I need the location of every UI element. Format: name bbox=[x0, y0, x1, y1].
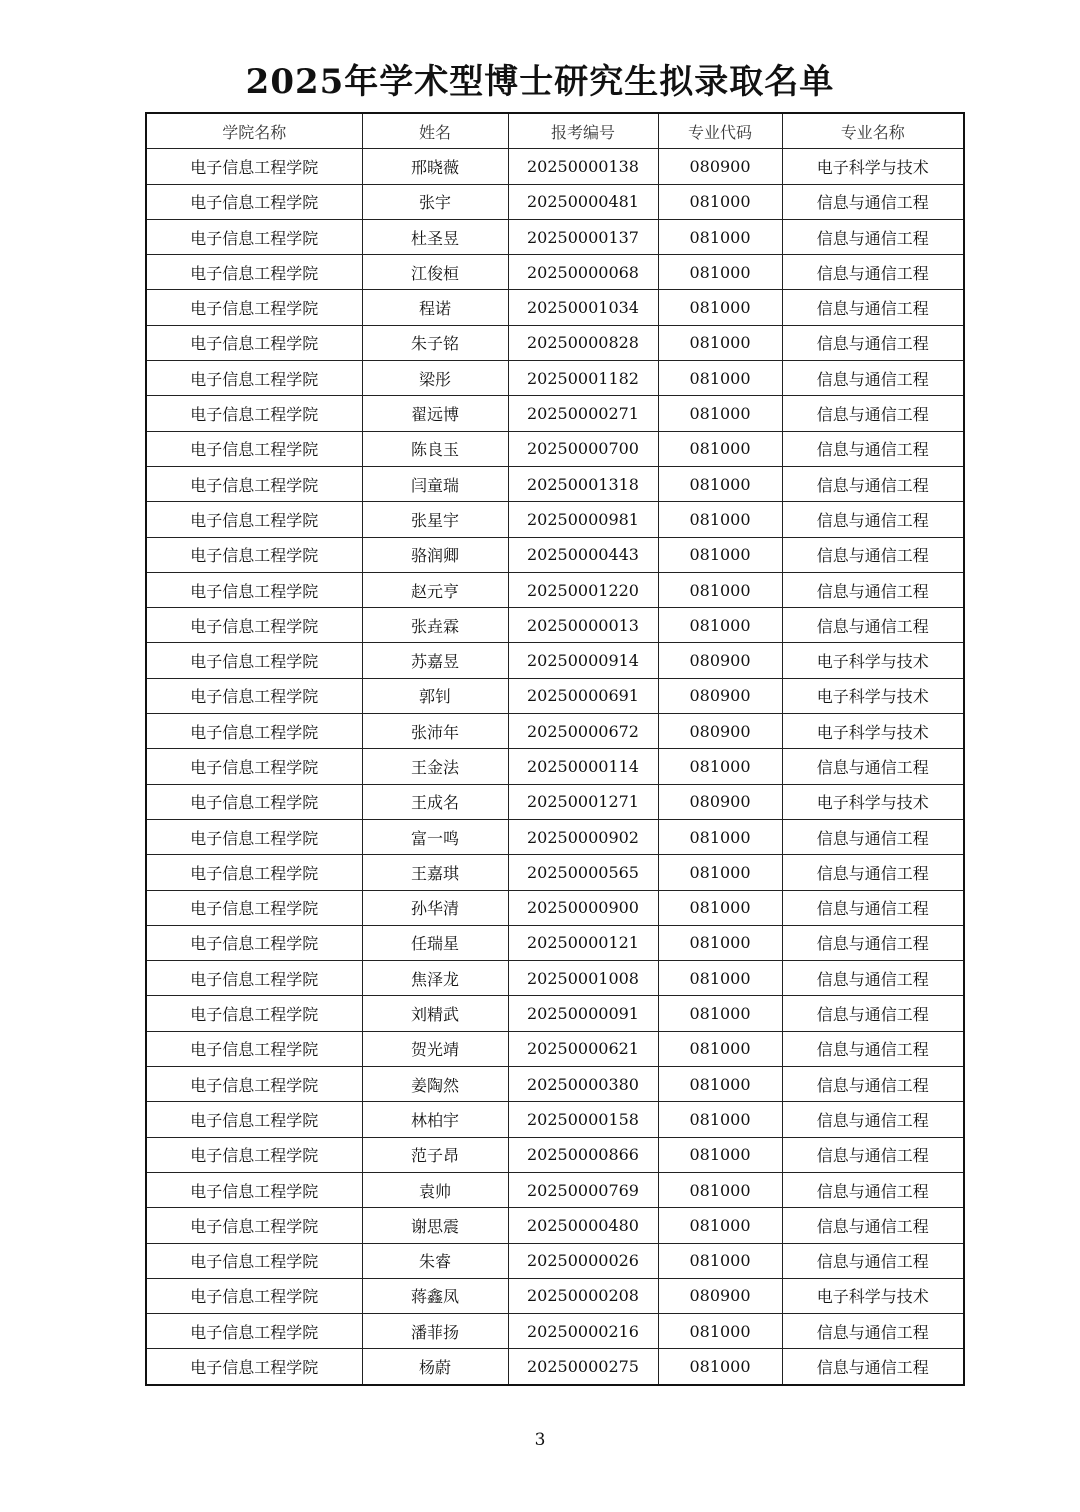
cell-name: 王嘉琪 bbox=[362, 855, 508, 890]
table-row bbox=[146, 1067, 964, 1102]
cell-name: 梁彤 bbox=[362, 361, 508, 396]
cell-name: 王金法 bbox=[362, 749, 508, 784]
cell-name: 朱子铭 bbox=[362, 325, 508, 360]
cell-college: 电子信息工程学院 bbox=[146, 961, 362, 996]
cell-major-code: 081000 bbox=[658, 1208, 782, 1243]
cell-major-code: 080900 bbox=[658, 714, 782, 749]
cell-major-code: 081000 bbox=[658, 396, 782, 431]
cell-major-code: 081000 bbox=[658, 1137, 782, 1172]
cell-college: 电子信息工程学院 bbox=[146, 184, 362, 219]
cell-name: 程诺 bbox=[362, 290, 508, 325]
table-row bbox=[146, 1278, 964, 1313]
cell-major-name: 信息与通信工程 bbox=[782, 1349, 964, 1385]
cell-major-name: 信息与通信工程 bbox=[782, 1067, 964, 1102]
cell-name: 袁帅 bbox=[362, 1172, 508, 1207]
cell-exam-id: 20250000828 bbox=[508, 325, 658, 360]
cell-major-name: 信息与通信工程 bbox=[782, 466, 964, 501]
cell-major-name: 信息与通信工程 bbox=[782, 1243, 964, 1278]
cell-name: 蒋鑫凤 bbox=[362, 1278, 508, 1313]
cell-college: 电子信息工程学院 bbox=[146, 219, 362, 254]
cell-college: 电子信息工程学院 bbox=[146, 1349, 362, 1385]
cell-college: 电子信息工程学院 bbox=[146, 1172, 362, 1207]
cell-major-code: 081000 bbox=[658, 325, 782, 360]
cell-exam-id: 20250000380 bbox=[508, 1067, 658, 1102]
cell-major-code: 081000 bbox=[658, 466, 782, 501]
cell-exam-id: 20250001008 bbox=[508, 961, 658, 996]
cell-college: 电子信息工程学院 bbox=[146, 466, 362, 501]
cell-college: 电子信息工程学院 bbox=[146, 996, 362, 1031]
cell-name: 任瑞星 bbox=[362, 925, 508, 960]
cell-name: 闫童瑞 bbox=[362, 466, 508, 501]
cell-major-code: 081000 bbox=[658, 819, 782, 854]
table-row bbox=[146, 466, 964, 501]
cell-major-name: 信息与通信工程 bbox=[782, 325, 964, 360]
table-row bbox=[146, 784, 964, 819]
cell-major-name: 信息与通信工程 bbox=[782, 361, 964, 396]
table-row bbox=[146, 1208, 964, 1243]
cell-name: 郭钊 bbox=[362, 678, 508, 713]
table-row bbox=[146, 1314, 964, 1349]
table-row bbox=[146, 1243, 964, 1278]
cell-name: 杨蔚 bbox=[362, 1349, 508, 1385]
cell-exam-id: 20250000769 bbox=[508, 1172, 658, 1207]
cell-major-name: 信息与通信工程 bbox=[782, 819, 964, 854]
cell-name: 翟远博 bbox=[362, 396, 508, 431]
table-row bbox=[146, 396, 964, 431]
cell-major-name: 信息与通信工程 bbox=[782, 961, 964, 996]
document-title: 2025年学术型博士研究生拟录取名单 bbox=[245, 62, 835, 102]
cell-college: 电子信息工程学院 bbox=[146, 1243, 362, 1278]
cell-college: 电子信息工程学院 bbox=[146, 255, 362, 290]
cell-name: 骆润卿 bbox=[362, 537, 508, 572]
cell-exam-id: 20250000271 bbox=[508, 396, 658, 431]
cell-name: 邢晓薇 bbox=[362, 149, 508, 184]
table-row bbox=[146, 714, 964, 749]
cell-college: 电子信息工程学院 bbox=[146, 1208, 362, 1243]
table-row bbox=[146, 325, 964, 360]
cell-name: 潘菲扬 bbox=[362, 1314, 508, 1349]
cell-major-name: 信息与通信工程 bbox=[782, 749, 964, 784]
cell-exam-id: 20250000068 bbox=[508, 255, 658, 290]
cell-exam-id: 20250000137 bbox=[508, 219, 658, 254]
cell-major-name: 电子科学与技术 bbox=[782, 149, 964, 184]
cell-major-code: 081000 bbox=[658, 537, 782, 572]
cell-major-code: 081000 bbox=[658, 996, 782, 1031]
cell-name: 姜陶然 bbox=[362, 1067, 508, 1102]
table-row bbox=[146, 149, 964, 184]
cell-major-name: 电子科学与技术 bbox=[782, 714, 964, 749]
cell-exam-id: 20250001271 bbox=[508, 784, 658, 819]
cell-major-code: 080900 bbox=[658, 784, 782, 819]
page-number: 3 bbox=[534, 1430, 546, 1450]
table-row bbox=[146, 678, 964, 713]
cell-college: 电子信息工程学院 bbox=[146, 1102, 362, 1137]
cell-major-code: 081000 bbox=[658, 431, 782, 466]
admission-table bbox=[145, 112, 965, 1386]
cell-major-name: 信息与通信工程 bbox=[782, 255, 964, 290]
cell-name: 朱睿 bbox=[362, 1243, 508, 1278]
cell-major-code: 081000 bbox=[658, 925, 782, 960]
cell-major-code: 080900 bbox=[658, 1278, 782, 1313]
cell-college: 电子信息工程学院 bbox=[146, 925, 362, 960]
table-row bbox=[146, 361, 964, 396]
cell-college: 电子信息工程学院 bbox=[146, 1137, 362, 1172]
cell-major-name: 信息与通信工程 bbox=[782, 1102, 964, 1137]
cell-exam-id: 20250000216 bbox=[508, 1314, 658, 1349]
header-major-code: 专业代码 bbox=[658, 113, 782, 149]
cell-major-code: 081000 bbox=[658, 1349, 782, 1385]
table-row bbox=[146, 996, 964, 1031]
cell-major-code: 081000 bbox=[658, 1067, 782, 1102]
cell-exam-id: 20250001034 bbox=[508, 290, 658, 325]
header-name: 姓名 bbox=[362, 113, 508, 149]
table-row bbox=[146, 572, 964, 607]
cell-exam-id: 20250000275 bbox=[508, 1349, 658, 1385]
cell-college: 电子信息工程学院 bbox=[146, 149, 362, 184]
cell-major-code: 081000 bbox=[658, 608, 782, 643]
cell-major-name: 信息与通信工程 bbox=[782, 1137, 964, 1172]
cell-major-name: 信息与通信工程 bbox=[782, 996, 964, 1031]
cell-college: 电子信息工程学院 bbox=[146, 1031, 362, 1066]
cell-name: 富一鸣 bbox=[362, 819, 508, 854]
cell-major-name: 信息与通信工程 bbox=[782, 396, 964, 431]
header-college: 学院名称 bbox=[146, 113, 362, 149]
cell-name: 陈良玉 bbox=[362, 431, 508, 466]
cell-major-name: 信息与通信工程 bbox=[782, 502, 964, 537]
table-row bbox=[146, 1137, 964, 1172]
cell-major-name: 电子科学与技术 bbox=[782, 1278, 964, 1313]
cell-exam-id: 20250000914 bbox=[508, 643, 658, 678]
cell-name: 张沛年 bbox=[362, 714, 508, 749]
cell-exam-id: 20250000691 bbox=[508, 678, 658, 713]
cell-name: 范子昂 bbox=[362, 1137, 508, 1172]
cell-exam-id: 20250000480 bbox=[508, 1208, 658, 1243]
cell-name: 赵元亨 bbox=[362, 572, 508, 607]
cell-major-code: 080900 bbox=[658, 678, 782, 713]
cell-major-name: 信息与通信工程 bbox=[782, 219, 964, 254]
cell-exam-id: 20250000138 bbox=[508, 149, 658, 184]
cell-major-name: 信息与通信工程 bbox=[782, 1172, 964, 1207]
cell-college: 电子信息工程学院 bbox=[146, 643, 362, 678]
cell-major-code: 081000 bbox=[658, 1031, 782, 1066]
cell-major-name: 电子科学与技术 bbox=[782, 643, 964, 678]
cell-college: 电子信息工程学院 bbox=[146, 290, 362, 325]
cell-exam-id: 20250000621 bbox=[508, 1031, 658, 1066]
cell-major-name: 信息与通信工程 bbox=[782, 925, 964, 960]
cell-major-name: 信息与通信工程 bbox=[782, 1031, 964, 1066]
cell-exam-id: 20250000091 bbox=[508, 996, 658, 1031]
cell-exam-id: 20250000700 bbox=[508, 431, 658, 466]
table-row bbox=[146, 749, 964, 784]
table-row bbox=[146, 431, 964, 466]
table-row bbox=[146, 219, 964, 254]
cell-college: 电子信息工程学院 bbox=[146, 855, 362, 890]
cell-name: 杜圣昱 bbox=[362, 219, 508, 254]
cell-college: 电子信息工程学院 bbox=[146, 431, 362, 466]
cell-exam-id: 20250000158 bbox=[508, 1102, 658, 1137]
cell-major-name: 信息与通信工程 bbox=[782, 184, 964, 219]
header-exam-id: 报考编号 bbox=[508, 113, 658, 149]
cell-exam-id: 20250000481 bbox=[508, 184, 658, 219]
cell-exam-id: 20250000866 bbox=[508, 1137, 658, 1172]
table-row bbox=[146, 608, 964, 643]
cell-name: 张宇 bbox=[362, 184, 508, 219]
cell-name: 贺光靖 bbox=[362, 1031, 508, 1066]
cell-major-code: 081000 bbox=[658, 184, 782, 219]
cell-exam-id: 20250001318 bbox=[508, 466, 658, 501]
cell-exam-id: 20250000565 bbox=[508, 855, 658, 890]
table-row bbox=[146, 290, 964, 325]
cell-exam-id: 20250000900 bbox=[508, 890, 658, 925]
cell-major-code: 081000 bbox=[658, 749, 782, 784]
cell-major-code: 080900 bbox=[658, 149, 782, 184]
cell-college: 电子信息工程学院 bbox=[146, 537, 362, 572]
cell-major-code: 081000 bbox=[658, 219, 782, 254]
table-row bbox=[146, 502, 964, 537]
cell-college: 电子信息工程学院 bbox=[146, 1067, 362, 1102]
table-row bbox=[146, 855, 964, 890]
cell-exam-id: 20250001182 bbox=[508, 361, 658, 396]
cell-major-name: 信息与通信工程 bbox=[782, 890, 964, 925]
table-row bbox=[146, 1102, 964, 1137]
cell-name: 江俊桓 bbox=[362, 255, 508, 290]
table-row bbox=[146, 1349, 964, 1385]
cell-exam-id: 20250000121 bbox=[508, 925, 658, 960]
cell-name: 孙华清 bbox=[362, 890, 508, 925]
cell-college: 电子信息工程学院 bbox=[146, 1278, 362, 1313]
cell-major-code: 080900 bbox=[658, 643, 782, 678]
cell-exam-id: 20250000013 bbox=[508, 608, 658, 643]
table-row bbox=[146, 537, 964, 572]
cell-college: 电子信息工程学院 bbox=[146, 784, 362, 819]
cell-name: 刘精武 bbox=[362, 996, 508, 1031]
cell-major-code: 081000 bbox=[658, 290, 782, 325]
table-row bbox=[146, 925, 964, 960]
table-row bbox=[146, 819, 964, 854]
table-row bbox=[146, 643, 964, 678]
cell-college: 电子信息工程学院 bbox=[146, 608, 362, 643]
cell-major-name: 信息与通信工程 bbox=[782, 608, 964, 643]
cell-major-code: 081000 bbox=[658, 1243, 782, 1278]
cell-major-name: 信息与通信工程 bbox=[782, 290, 964, 325]
cell-name: 张星宇 bbox=[362, 502, 508, 537]
cell-major-code: 081000 bbox=[658, 1102, 782, 1137]
cell-name: 焦泽龙 bbox=[362, 961, 508, 996]
cell-major-code: 081000 bbox=[658, 361, 782, 396]
cell-major-code: 081000 bbox=[658, 1314, 782, 1349]
cell-college: 电子信息工程学院 bbox=[146, 1314, 362, 1349]
cell-major-code: 081000 bbox=[658, 890, 782, 925]
table-row bbox=[146, 255, 964, 290]
cell-college: 电子信息工程学院 bbox=[146, 890, 362, 925]
cell-major-code: 081000 bbox=[658, 255, 782, 290]
cell-exam-id: 20250000026 bbox=[508, 1243, 658, 1278]
cell-major-code: 081000 bbox=[658, 502, 782, 537]
cell-major-code: 081000 bbox=[658, 855, 782, 890]
cell-college: 电子信息工程学院 bbox=[146, 572, 362, 607]
cell-major-name: 信息与通信工程 bbox=[782, 572, 964, 607]
cell-college: 电子信息工程学院 bbox=[146, 361, 362, 396]
table-body bbox=[146, 149, 964, 1385]
cell-college: 电子信息工程学院 bbox=[146, 396, 362, 431]
cell-college: 电子信息工程学院 bbox=[146, 325, 362, 360]
cell-college: 电子信息工程学院 bbox=[146, 819, 362, 854]
cell-name: 谢思震 bbox=[362, 1208, 508, 1243]
cell-exam-id: 20250000114 bbox=[508, 749, 658, 784]
cell-exam-id: 20250000672 bbox=[508, 714, 658, 749]
cell-major-code: 081000 bbox=[658, 572, 782, 607]
cell-name: 苏嘉昱 bbox=[362, 643, 508, 678]
cell-college: 电子信息工程学院 bbox=[146, 502, 362, 537]
cell-major-name: 信息与通信工程 bbox=[782, 431, 964, 466]
cell-exam-id: 20250000443 bbox=[508, 537, 658, 572]
table-row bbox=[146, 890, 964, 925]
header-major-name: 专业名称 bbox=[782, 113, 964, 149]
cell-exam-id: 20250000902 bbox=[508, 819, 658, 854]
cell-major-name: 电子科学与技术 bbox=[782, 784, 964, 819]
cell-name: 林柏宇 bbox=[362, 1102, 508, 1137]
cell-college: 电子信息工程学院 bbox=[146, 749, 362, 784]
cell-major-code: 081000 bbox=[658, 1172, 782, 1207]
cell-name: 张垚霖 bbox=[362, 608, 508, 643]
cell-name: 王成名 bbox=[362, 784, 508, 819]
table-row bbox=[146, 184, 964, 219]
cell-major-name: 信息与通信工程 bbox=[782, 537, 964, 572]
table-row bbox=[146, 1031, 964, 1066]
cell-college: 电子信息工程学院 bbox=[146, 678, 362, 713]
table-row bbox=[146, 1172, 964, 1207]
cell-exam-id: 20250000981 bbox=[508, 502, 658, 537]
table-header-row bbox=[146, 113, 964, 149]
cell-college: 电子信息工程学院 bbox=[146, 714, 362, 749]
cell-major-code: 081000 bbox=[658, 961, 782, 996]
cell-exam-id: 20250001220 bbox=[508, 572, 658, 607]
cell-major-name: 信息与通信工程 bbox=[782, 1208, 964, 1243]
cell-major-name: 信息与通信工程 bbox=[782, 1314, 964, 1349]
table-row bbox=[146, 961, 964, 996]
cell-exam-id: 20250000208 bbox=[508, 1278, 658, 1313]
cell-major-name: 电子科学与技术 bbox=[782, 678, 964, 713]
cell-major-name: 信息与通信工程 bbox=[782, 855, 964, 890]
